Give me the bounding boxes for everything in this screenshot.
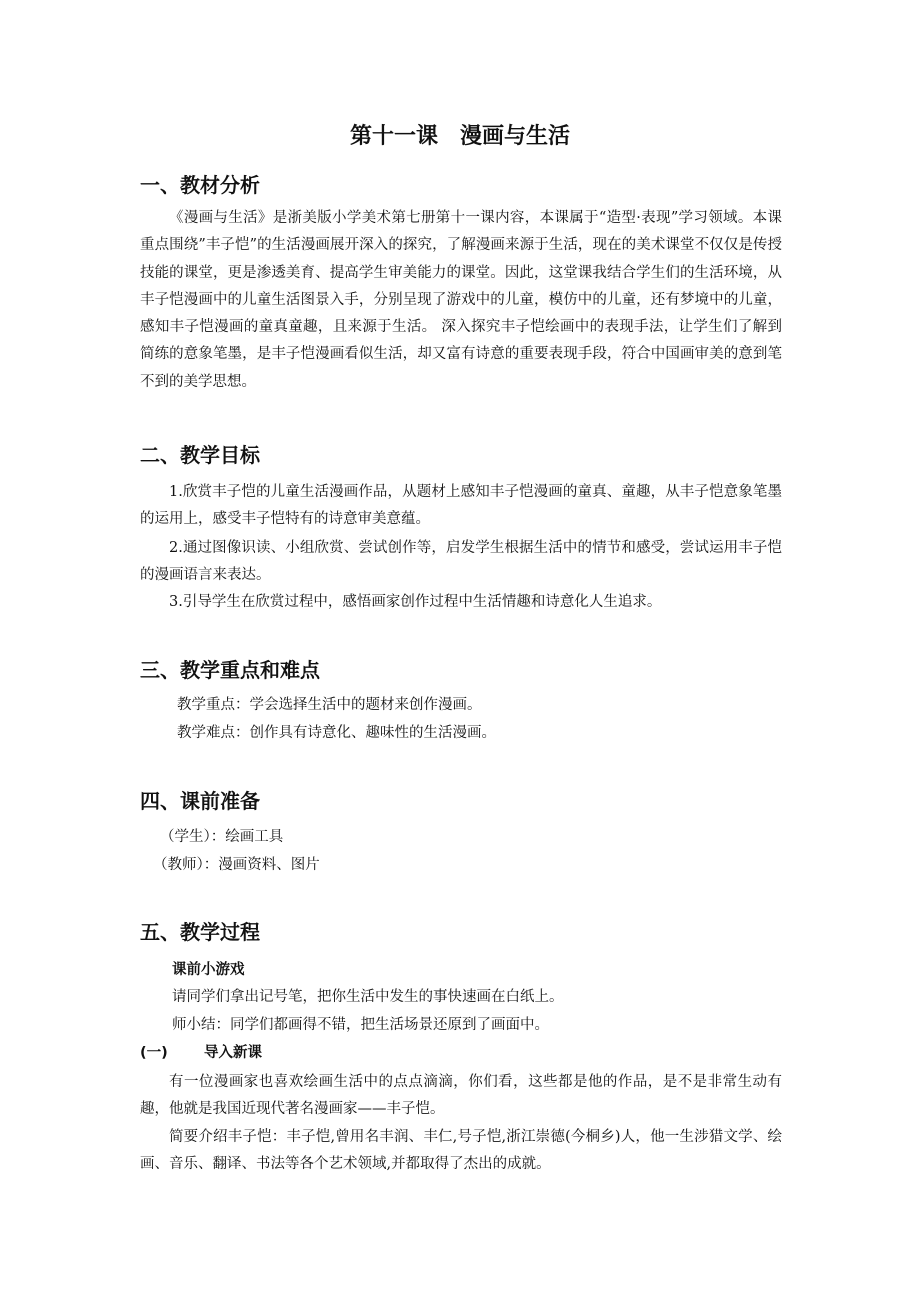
section-heading-objectives: 二、教学目标 (140, 443, 260, 467)
page-title (0, 120, 920, 154)
objective-item-2: 2.通过图像识读、小组欣赏、尝试创作等，启发学生根据生活中的情节和感受，尝试运用丰子恺的漫画语言来表达。 (140, 540, 782, 584)
difficulty-line: 教学难点：创作具有诗意化、趣味性的生活漫画。 (177, 725, 496, 741)
prep-students-line: （学生）：绘画工具 (160, 829, 284, 845)
section-heading-process: 五、教学过程 (140, 920, 260, 944)
warmup-instruction: 请同学们拿出记号笔，把你生活中发生的事快速画在白纸上。 (172, 989, 564, 1005)
objective-item-1: 1.欣赏丰子恺的儿童生活漫画作品，从题材上感知丰子恺漫画的童真、童趣，从丰子恺意象笔墨的运用上，感受丰子恺特有的诗意审美意蕴。 (140, 484, 782, 528)
part-title: 导入新课 (204, 1045, 262, 1061)
title-lesson-number: 第十一课 (349, 124, 438, 149)
title-lesson-name: 漫画与生活 (460, 124, 571, 149)
section-heading-analysis: 一、教材分析 (140, 173, 260, 197)
warmup-subheading: 课前小游戏 (172, 962, 245, 978)
intro-paragraph-1: 有一位漫画家也喜欢绘画生活中的点点滴滴，你们看，这些都是他的作品，是不是非常生动有趣，他就是我国近现代著名漫画家——丰子恺。 (140, 1074, 782, 1118)
key-point-line: 教学重点：学会选择生活中的题材来创作漫画。 (177, 697, 482, 713)
section-heading-key-points: 三、教学重点和难点 (140, 658, 320, 682)
intro-paragraph-2: 简要介绍丰子恺：丰子恺,曾用名丰润、丰仁,号子恺,浙江崇德(今桐乡)人，他一生涉猎文学、绘画、音乐、翻译、书法等各个艺术领域,并都取得了杰出的成就。 (140, 1129, 782, 1173)
prep-teacher-line: （教师）：漫画资料、图片 (153, 857, 320, 873)
part-number: (一) (140, 1045, 168, 1061)
objective-item-3: 3.引导学生在欣赏过程中，感悟画家创作过程中生活情趣和诗意化人生追求。 (169, 594, 662, 610)
analysis-paragraph: 《漫画与生活》是浙美版小学美术第七册第十一课内容，本课属于“造型·表现”学习领域。本课重点围绕”丰子恺”的生活漫画展开深入的探究，了解漫画来源于生活，现在的美术课堂不仅仅是传授技能的课堂，更是渗透美育、提高学生审美能力的课堂。因此，这堂课我结合学生们的生活环境，从丰子恺漫画中的儿童生活图景入手，分别呈现了游戏中的儿童，模仿中的儿童，还有梦境中的儿童，感知丰子恺漫画的童真童趣，且来源于生活。 深入探究丰子恺绘画中的表现手法，让学生们了解到简练的意象笔墨，是丰子恺漫画看似生活，却又富有诗意的重要表现手段，符合中国画审美的意到笔不到的美学思想。 (140, 210, 782, 390)
section-heading-preparation: 四、课前准备 (140, 789, 260, 813)
part-one-heading (140, 1041, 262, 1065)
warmup-summary: 师小结：同学们都画得不错，把生活场景还原到了画面中。 (172, 1017, 549, 1033)
